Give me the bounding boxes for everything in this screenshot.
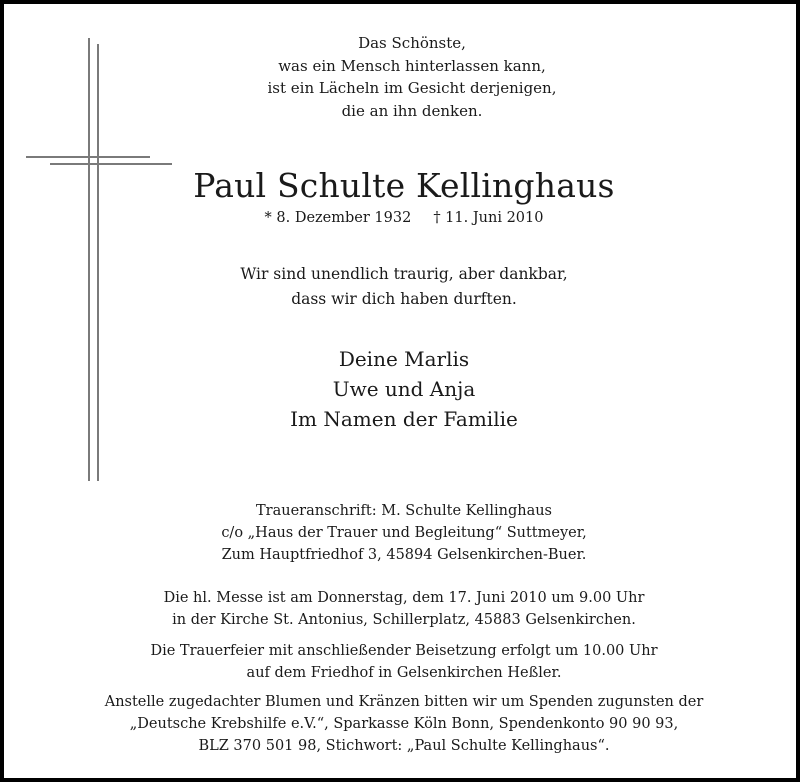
death-date: † 11. Juni 2010 <box>433 210 544 226</box>
address-line: c/o „Haus der Trauer und Begleitung“ Suttmeyer, <box>221 525 587 541</box>
donation-line: BLZ 370 501 98, Stichwort: „Paul Schulte Kellinghaus“. <box>198 738 610 754</box>
birth-date: * 8. Dezember 1932 <box>264 210 412 226</box>
poem-line: was ein Mensch hinterlassen kann, <box>278 56 546 75</box>
deceased-name: Paul Schulte Kellinghaus <box>193 166 615 205</box>
mass-info <box>4 587 800 631</box>
address-line: Traueranschrift: M. Schulte Kellinghaus <box>255 503 552 519</box>
mass-line: in der Kirche St. Antonius, Schillerplatz, 45883 Gelsenkirchen. <box>172 612 636 628</box>
thanks-line: Wir sind unendlich traurig, aber dankbar, <box>240 265 568 283</box>
donation-info <box>4 691 800 757</box>
mass-line: Die hl. Messe ist am Donnerstag, dem 17. Juni 2010 um 9.00 Uhr <box>163 590 645 606</box>
mourner-line: Im Namen der Familie <box>290 407 518 431</box>
poem <box>4 32 800 122</box>
funeral-info <box>4 640 800 684</box>
mourning-address <box>4 500 800 566</box>
poem-line: die an ihn denken. <box>341 101 483 120</box>
funeral-line: auf dem Friedhof in Gelsenkirchen Heßler. <box>246 665 562 681</box>
thanks-line: dass wir dich haben durften. <box>291 290 517 308</box>
address-line: Zum Hauptfriedhof 3, 45894 Gelsenkirchen-Buer. <box>221 547 587 563</box>
donation-line: Anstelle zugedachter Blumen und Kränzen bitten wir um Spenden zugunsten der <box>104 694 704 710</box>
mourner-line: Uwe und Anja <box>332 377 476 401</box>
poem-line: ist ein Lächeln im Gesicht derjenigen, <box>267 79 557 97</box>
life-dates <box>4 208 800 228</box>
funeral-line: Die Trauerfeier mit anschließender Beisetzung erfolgt um 10.00 Uhr <box>150 643 658 659</box>
mourners <box>4 344 800 434</box>
thanks-text <box>4 262 800 312</box>
poem-line: Das Schönste, <box>358 34 466 52</box>
mourner-line: Deine Marlis <box>338 347 470 371</box>
donation-line: „Deutsche Krebshilfe e.V.“, Sparkasse Köln Bonn, Spendenkonto 90 90 93, <box>129 716 679 732</box>
